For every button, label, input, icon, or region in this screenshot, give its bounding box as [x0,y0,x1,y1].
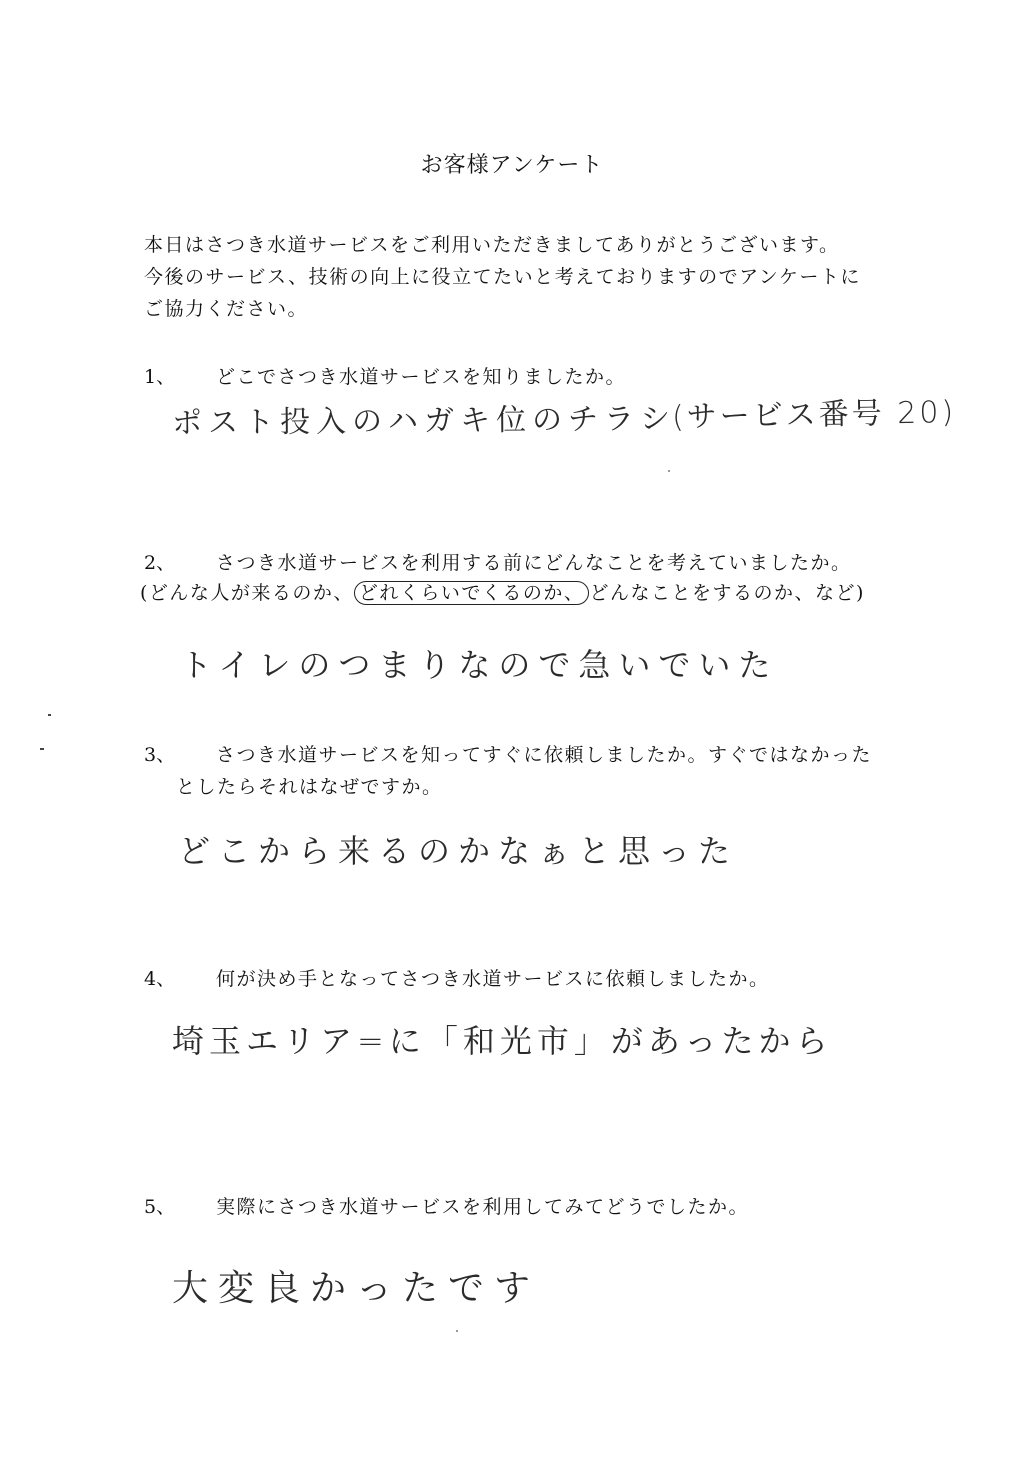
question-number: 4、 [144,968,176,990]
subtext-after: どんなことをするのか、など) [589,582,865,604]
question-text: 何が決め手となってさつき水道サービスに依頼しましたか。 [216,968,770,990]
scan-speck [40,748,44,750]
scan-speck [456,1330,458,1332]
question-number: 5、 [144,1196,176,1218]
handwritten-note: (サービス番号 20) [671,395,957,435]
intro-line: ご協力ください。 [144,298,309,320]
question-text: どこでさつき水道サービスを知りましたか。 [216,366,627,388]
handwritten-answer: 埼玉エリア=に「和光市」があったから [172,1022,833,1060]
question-text: としたらそれはなぜですか。 [176,776,443,798]
subtext-before: (どんな人が来るのか、 [140,582,354,604]
circled-option: どれくらいでくるのか、 [354,581,590,605]
handwritten-answer: トイレのつまりなので急いでいた [180,646,779,684]
intro-line: 本日はさつき水道サービスをご利用いただきましてありがとうございます。 [144,234,840,256]
question-text: 実際にさつき水道サービスを利用してみてどうでしたか。 [216,1196,750,1218]
question-text: さつき水道サービスを利用する前にどんなことを考えていましたか。 [216,552,852,574]
scan-speck [48,714,51,716]
question-number: 1、 [144,366,176,388]
question-number: 2、 [144,552,176,574]
question-number: 3、 [144,744,176,766]
handwritten-answer: 大変良かったです [172,1268,541,1309]
question-text: さつき水道サービスを知ってすぐに依頼しましたか。すぐではなかった [216,744,873,766]
question-subtext [140,578,865,605]
scan-speck [668,470,670,472]
handwritten-answer: ポスト投入のハガキ位のチラシ [171,401,677,441]
survey-title: お客様アンケート [420,153,604,178]
intro-line: 今後のサービス、技術の向上に役立てたいと考えておりますのでアンケートに [144,266,861,288]
handwritten-answer: どこから来るのかなぁと思った [178,832,739,870]
